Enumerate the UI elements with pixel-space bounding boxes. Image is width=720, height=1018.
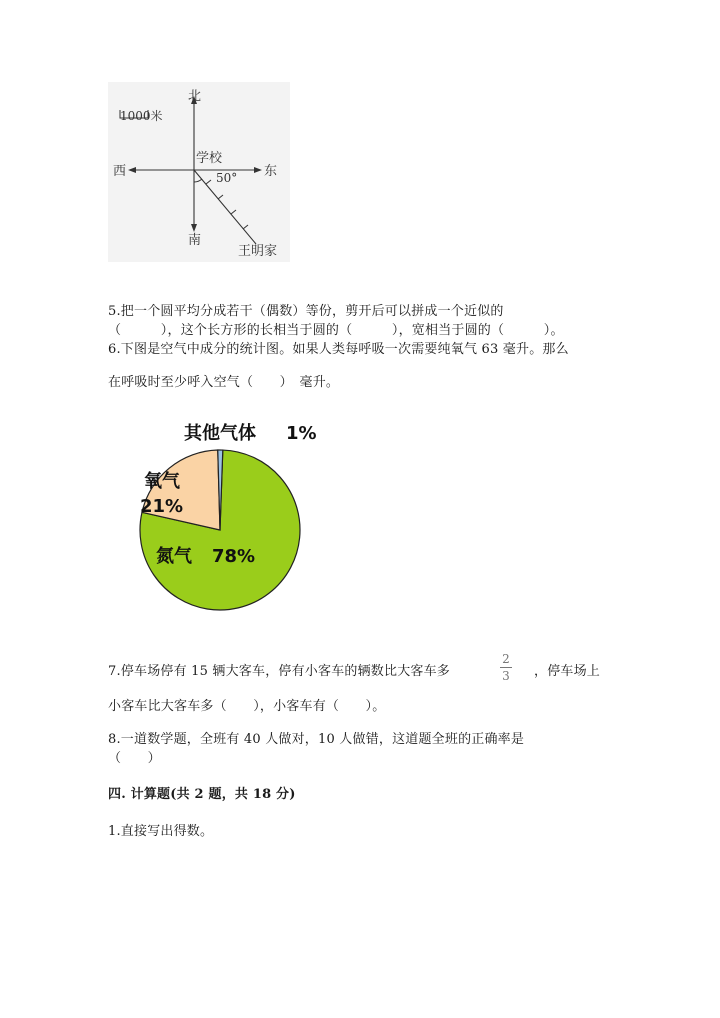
slice-value-oxygen: 21%	[140, 496, 184, 517]
south-arrow-icon	[191, 224, 197, 232]
q5-line2: （ ），这个长方形的长相当于圆的（ ），宽相当于圆的（ ）。	[108, 323, 564, 338]
home-label: 王明家	[238, 244, 278, 259]
q6-line2: 在呼吸时至少呼入空气（ ） 毫升。	[108, 375, 340, 390]
south-label: 南	[188, 233, 202, 248]
q6-line1: 6.下图是空气中成分的统计图。如果人类每呼吸一次需要纯氧气 63 毫升。那么	[108, 342, 569, 357]
west-arrow-icon	[128, 167, 136, 173]
north-label: 北	[188, 89, 202, 104]
slice-label-oxygen: 氧气	[144, 471, 180, 492]
fraction-numerator: 2	[502, 652, 510, 666]
slice-value-nitrogen: 78%	[212, 546, 256, 567]
slice-value-other: 1%	[286, 423, 317, 444]
section4-q1: 1.直接写出得数。	[108, 824, 214, 839]
slice-label-nitrogen: 氮气	[156, 546, 192, 567]
west-label: 西	[113, 164, 127, 179]
direction-map	[108, 82, 290, 262]
east-arrow-icon	[254, 167, 262, 173]
fraction-bar	[500, 667, 512, 668]
q7-line2: 小客车比大客车多（ ），小客车有（ ）。	[108, 699, 386, 714]
route-ticks	[206, 180, 248, 229]
q8-line2: （ ）	[108, 751, 161, 766]
slice-label-other: 其他气体	[184, 423, 256, 444]
q7-line1b: ，停车场上	[534, 664, 601, 679]
scale-label: 1000米	[120, 109, 163, 123]
section4-heading: 四. 计算题(共 2 题，共 18 分)	[108, 787, 296, 802]
q8-line1: 8.一道数学题，全班有 40 人做对，10 人做错，这道题全班的正确率是	[108, 732, 525, 747]
direction-map-svg	[108, 82, 290, 262]
angle-arc	[194, 179, 202, 182]
school-label: 学校	[196, 151, 223, 166]
pie-chart-svg	[100, 412, 340, 612]
q7-line1a: 7.停车场停有 15 辆大客车，停有小客车的辆数比大客车多	[108, 664, 451, 679]
east-label: 东	[264, 164, 278, 179]
q5-line1: 5.把一个圆平均分成若干（偶数）等份，剪开后可以拼成一个近似的	[108, 304, 504, 319]
fraction-denominator: 3	[502, 669, 510, 683]
angle-label: 50°	[216, 171, 238, 185]
fraction	[498, 652, 514, 683]
air-composition-chart	[100, 412, 340, 612]
